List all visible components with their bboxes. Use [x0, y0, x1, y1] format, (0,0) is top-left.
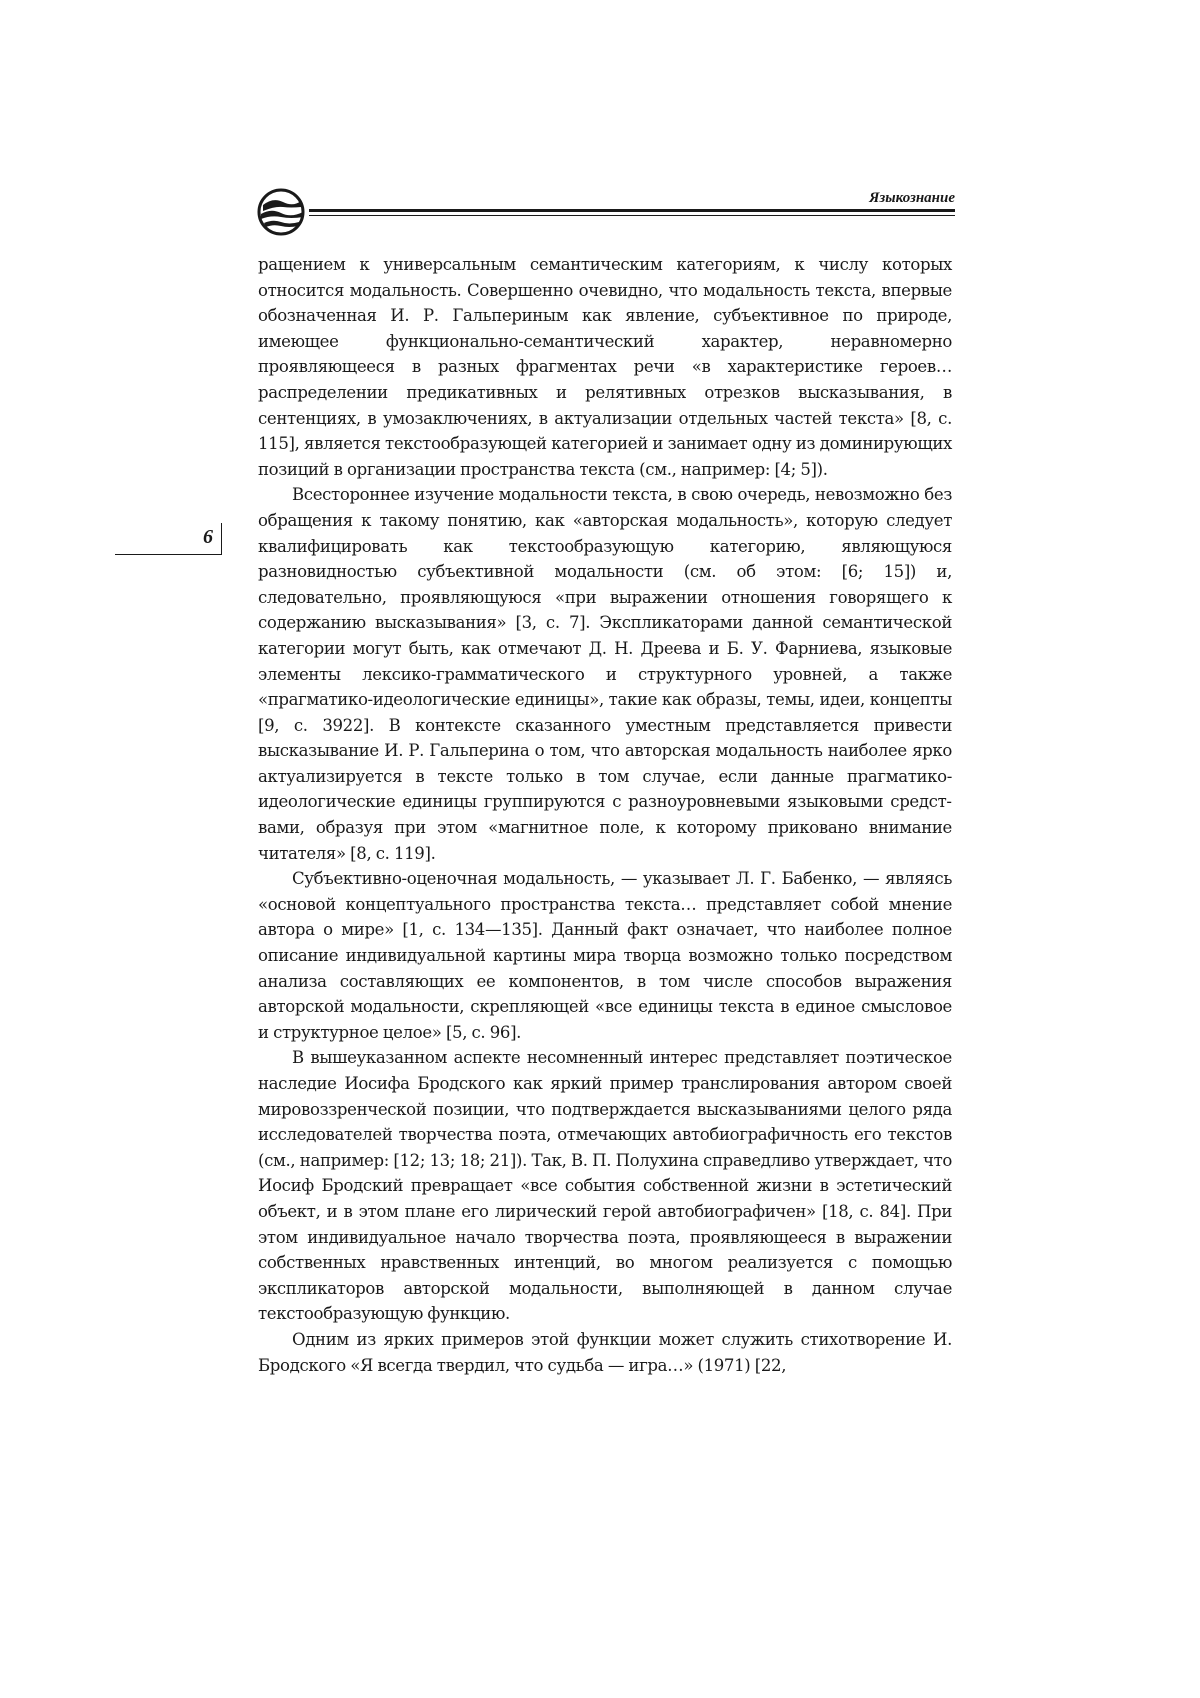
- paragraph: Всестороннее изучение модальности текста, в свою очередь, невозможно без обращения к такому понятию, как «авторская модальность», которую следует квалифицировать как текстообразующую категорию, являющуюся разновидностью субъективной модальности (см. об этом: [6; 15]) и, следовательно, проявляющуюся «при выражении отношения говорящего к содержанию высказывания» [3, с. 7]. Экспликаторами данной семантической категории могут быть, как отмечают Д. Н. Дреева и Б. У. Фарниева, языковые элементы лексико-грамматического и структурного уровней, а также «прагматико-идеологические единицы», такие как образы, темы, идеи, концепты [9, с. 3922]. В контексте сказанного уместным представляется привести высказывание И. Р. Гальперина о том, что авторская модальность наиболее ярко актуализируется в тексте только в том случае, если данные прагматико-идеологические единицы группируются с разноуровневыми языковыми средствами, образуя при этом «магнитное поле, к которому приковано внимание читателя» [8, с. 119].: [258, 485, 952, 863]
- paragraph: В вышеуказанном аспекте несомненный интерес представляет поэтическое наследие Иосифа Бродского как яркий пример транслирования автором своей мировоззренческой позиции, что подтверждается высказываниями целого ряда исследователей творчества поэта, отмечающих автобиографичность его текстов (см., например: [12; 13; 18; 21]). Так, В. П. Полухина справедливо утверждает, что Иосиф Бродский превращает «все события собственной жизни в эстетический объект, и в этом плане его лирический герой автобиографичен» [18, с. 84]. При этом индивидуальное начало творчества поэта, проявляющееся в выражении собственных нравственных интенций, во многом реализуется с помощью экспликаторов авторской модальности, выполняющей в данном случае текстообразующую функцию.: [258, 1048, 952, 1324]
- running-title: Языкознание: [869, 190, 955, 206]
- paragraph: ращением к универсальным семантическим категориям, к числу которых относится модальность. Совершенно очевидно, что модальность текста, впервые обозначенная И. Р. Гальпериным как явление, субъективное по природе, имеющее функционально-семантический характер, неравномерно проявляющееся в разных фрагментах речи «в характеристике героев… распределении предикативных и релятивных отрезков высказывания, в сентенциях, в умозаключениях, в актуализации отдельных частей текста» [8, с. 115], является текстообразующей категорией и занимает одну из доминирующих позиций в организации пространства текста (см., например: [4; 5]).: [258, 255, 952, 479]
- page-number: 6: [203, 526, 213, 548]
- header-rule: [309, 209, 955, 217]
- page-number-box: [115, 523, 222, 555]
- body-text: [258, 252, 952, 1378]
- paragraph: Одним из ярких примеров этой функции может служить стихотворение И. Бродского «Я всегда твердил, что судьба — игра…» (1971) [22,: [258, 1329, 952, 1375]
- paragraph: Субъективно-оценочная модальность, — указывает Л. Г. Бабенко, — являясь «основой концептуального пространства текста… представляет собой мнение автора о мире» [1, с. 134—135]. Данный факт означает, что наиболее полное описание индивидуальной картины мира творца возможно только посредством анализа составляющих ее компонентов, в том числе способов выражения авторской модальности, скрепляющей «все единицы текста в единое смысловое и структурное целое» [5, с. 96].: [258, 869, 952, 1042]
- wave-logo-icon: [257, 188, 305, 236]
